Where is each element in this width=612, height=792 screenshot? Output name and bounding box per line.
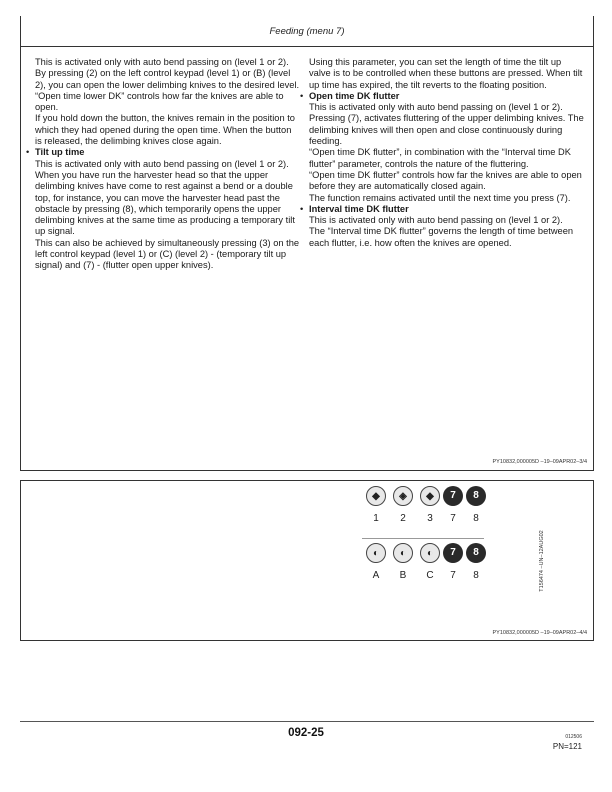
right-column (300, 57, 584, 249)
bullet-icon: • (26, 147, 30, 158)
key-glyph: ◈ (399, 491, 407, 502)
bullet-text: Tilt up time (35, 147, 85, 158)
page-header (20, 16, 594, 46)
paragraph: This is activated only with auto bend passing on (level 1 or 2). (309, 102, 563, 113)
paragraph: This is activated only with auto bend passing on (level 1 or 2). (35, 57, 289, 67)
key-label: 7 (450, 570, 456, 581)
figure-section-code: PY10832,000005D –19–09APR02–4/4 (492, 630, 587, 636)
knife-lower-icon (393, 543, 413, 563)
key-glyph: ◐ (399, 548, 407, 559)
figure-id (536, 520, 548, 610)
bullet-icon: • (300, 90, 304, 101)
paragraph: Using this parameter, you can set the length of time the tilt up valve is to be controlled when these buttons are pressed. When tilt up time has expired, the tilt reverts to the floating position. (309, 57, 583, 90)
paragraph: This can also be achieved by simultaneously pressing (3) on the left control keypad (level 1) or (C) (level 2) - (temporary tilt up signal) and (7) - (flutter open upper knives). (35, 237, 300, 271)
left-column (26, 57, 300, 272)
bullet-text: Interval time DK flutter (309, 203, 409, 214)
page-number: 092-25 (288, 727, 324, 739)
key-glyph: 7 (450, 490, 456, 501)
footer-code: 012506 (565, 734, 582, 740)
number-7-key (443, 543, 463, 563)
tilt-up-icon (420, 543, 440, 563)
tilt-up-icon (420, 486, 440, 506)
number-8-key (466, 486, 486, 506)
key-glyph: ◐ (426, 548, 434, 559)
key-glyph: ◆ (426, 491, 434, 502)
key-glyph: 8 (473, 547, 479, 558)
paragraph: Pressing (7), activates fluttering of the upper delimbing knives. The delimbing knives will then open and close continuously during feeding. (309, 113, 584, 147)
paragraph: “Open time DK flutter”, in combination with the “Interval time DK flutter” parameter, controls the nature of the fluttering. (309, 147, 571, 169)
bullet-heading (26, 147, 300, 158)
key-label: 8 (473, 570, 479, 581)
footer-divider (20, 721, 594, 722)
paragraph: “Open time DK flutter” controls how far the knives are able to open before they are automatically closed again. (309, 169, 582, 192)
key-glyph: 8 (473, 490, 479, 501)
keypad-divider (362, 538, 484, 539)
bullet-heading (300, 90, 584, 102)
paragraph: If you hold down the button, the knives remain in the position to which they had opened during the open time. When the button is released, the delimbing knives close again. (35, 113, 295, 147)
knife-open-icon (366, 486, 386, 506)
paragraph: By pressing (2) on the left control keypad (level 1) or (B) (level 2), you can open the lower delimbing knives to the desired level. “Open time lower DK” controls how far the knives are able to open. (35, 68, 300, 113)
bullet-text: Open time DK flutter (309, 90, 400, 101)
bullet-icon: • (300, 203, 304, 214)
paragraph: When you have run the harvester head so that the upper delimbing knives have come to rest against a bend or a double top, for instance, you can move the harvester head past the obstacle by pressing (8), which temporarily opens the upper delimbing knives at the same time as producing a temporary tilt up signal. (35, 169, 295, 237)
paragraph: This is activated only with auto bend passing on (level 1 or 2). (35, 158, 289, 169)
paragraph: The “Interval time DK flutter” governs the length of time between each flutter, i.e. how often the knives are opened. (309, 226, 574, 248)
number-8-key (466, 543, 486, 563)
key-glyph: 7 (450, 547, 456, 558)
key-glyph: ◐ (372, 548, 380, 559)
section-code: PY10832,000005D –19–09APR02–3/4 (492, 459, 587, 465)
key-label: A (372, 570, 380, 581)
page-title: Feeding (menu 7) (269, 26, 345, 37)
figure-id-text: T156474 –UN–12AUG02 (539, 530, 545, 592)
key-label: 7 (450, 513, 456, 524)
key-label: 2 (400, 513, 406, 524)
key-label: 8 (473, 513, 479, 524)
key-label: B (399, 570, 407, 581)
knife-lower-icon (393, 486, 413, 506)
bullet-heading (300, 203, 584, 215)
key-glyph: ◆ (372, 491, 380, 502)
key-label: 3 (427, 513, 433, 524)
knife-open-icon (366, 543, 386, 563)
key-label: 1 (373, 513, 379, 524)
number-7-key (443, 486, 463, 506)
footer-pn: PN=121 (552, 742, 582, 751)
figure-section (20, 480, 594, 641)
key-label: C (426, 570, 434, 581)
text-section (20, 46, 594, 471)
paragraph: The function remains activated until the next time you press (7). (309, 192, 571, 203)
paragraph: This is activated only with auto bend passing on (level 1 or 2). (309, 215, 563, 226)
